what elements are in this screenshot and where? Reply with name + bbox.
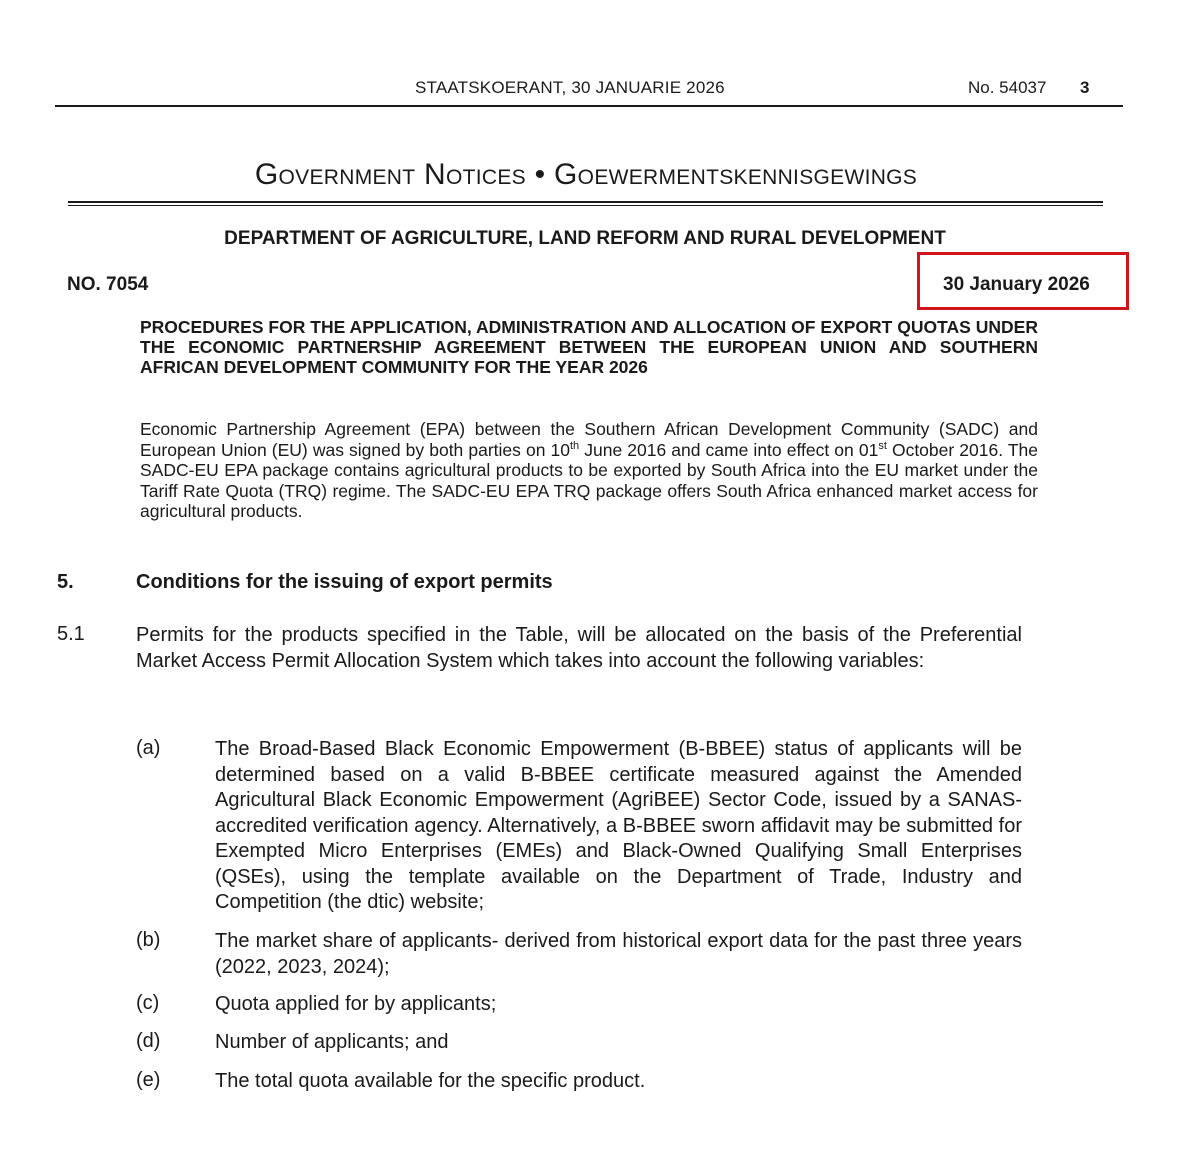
gazette-title: STAATSKOERANT, 30 JANUARIE 2026 [415, 78, 725, 97]
list-item-text-d: Number of applicants; and [215, 1031, 449, 1053]
subsection-number: 5.1 [57, 623, 85, 645]
list-item-text-e: The total quota available for the specific product. [215, 1070, 646, 1092]
page-number: 3 [1080, 78, 1090, 97]
department-title: DEPARTMENT OF AGRICULTURE, LAND REFORM AND RURAL DEVELOPMENT [224, 228, 946, 249]
banner-divider [68, 201, 1103, 203]
list-item-text-c: Quota applied for by applicants; [215, 993, 497, 1015]
intro-text-3: October 2016. The SADC-EU EPA package contains agricultural products to be exported by South Africa into the EU market under the Tariff Rate Quota (TRQ) regime. The SADC-EU EPA TRQ package offers South Africa enhanced market access for agricultural products. [140, 439, 1038, 521]
section-number: 5. [57, 571, 74, 593]
header-divider [55, 105, 1123, 107]
section-title: Conditions for the issuing of export permits [136, 571, 553, 593]
banner-divider-thin [68, 205, 1103, 206]
list-item-label-e: (e) [136, 1069, 161, 1091]
intro-superscript-2: st [878, 439, 887, 452]
list-item-text-a: The Broad-Based Black Economic Empowerment (B-BBEE) status of applicants will be determined based on a valid B-BBEE certificate measured against the Amended Agricultural Black Economic Empowerment (AgriBEE) Sector Code, issued by a SANAS-accredited verification agency. Alternatively, a B-BBEE sworn affidavit may be submitted for Exempted Micro Enterprises (EMEs) and Black-Owned Qualifying Small Enterprises (QSEs), using the template available on the Department of Trade, Industry and Competition (the dtic) website; [215, 738, 1022, 913]
notice-number: NO. 7054 [67, 274, 149, 295]
gazette-number: No. 54037 [968, 78, 1047, 97]
intro-text-2: June 2016 and came into effect on 01 [579, 439, 879, 460]
list-item-label-a: (a) [136, 737, 161, 759]
section-banner: Government Notices • Goewermentskennisgewings [254, 158, 918, 191]
notice-date: 30 January 2026 [943, 274, 1090, 295]
subsection-text: Permits for the products specified in the Table, will be allocated on the basis of the Preferential Market Access Permit Allocation System which takes into account the following variables: [136, 624, 1022, 672]
list-item-label-c: (c) [136, 992, 160, 1014]
notice-heading: PROCEDURES FOR THE APPLICATION, ADMINISTRATION AND ALLOCATION OF EXPORT QUOTAS UNDER THE ECONOMIC PARTNERSHIP AGREEMENT BETWEEN THE EUROPEAN UNION AND SOUTHERN AFRICAN DEVELOPMENT COMMUNITY FOR THE YEAR 2026 [140, 317, 1038, 377]
list-item-label-d: (d) [136, 1030, 161, 1052]
list-item-text-b: The market share of applicants- derived from historical export data for the past three years (2022, 2023, 2024); [215, 930, 1022, 978]
intro-superscript-1: th [569, 439, 580, 452]
intro-text-1: Economic Partnership Agreement (EPA) between the Southern African Development Community (SADC) and European Union (EU) was signed by both parties on 10 [140, 419, 1038, 460]
list-item-label-b: (b) [136, 929, 161, 951]
intro-paragraph [140, 419, 1038, 522]
